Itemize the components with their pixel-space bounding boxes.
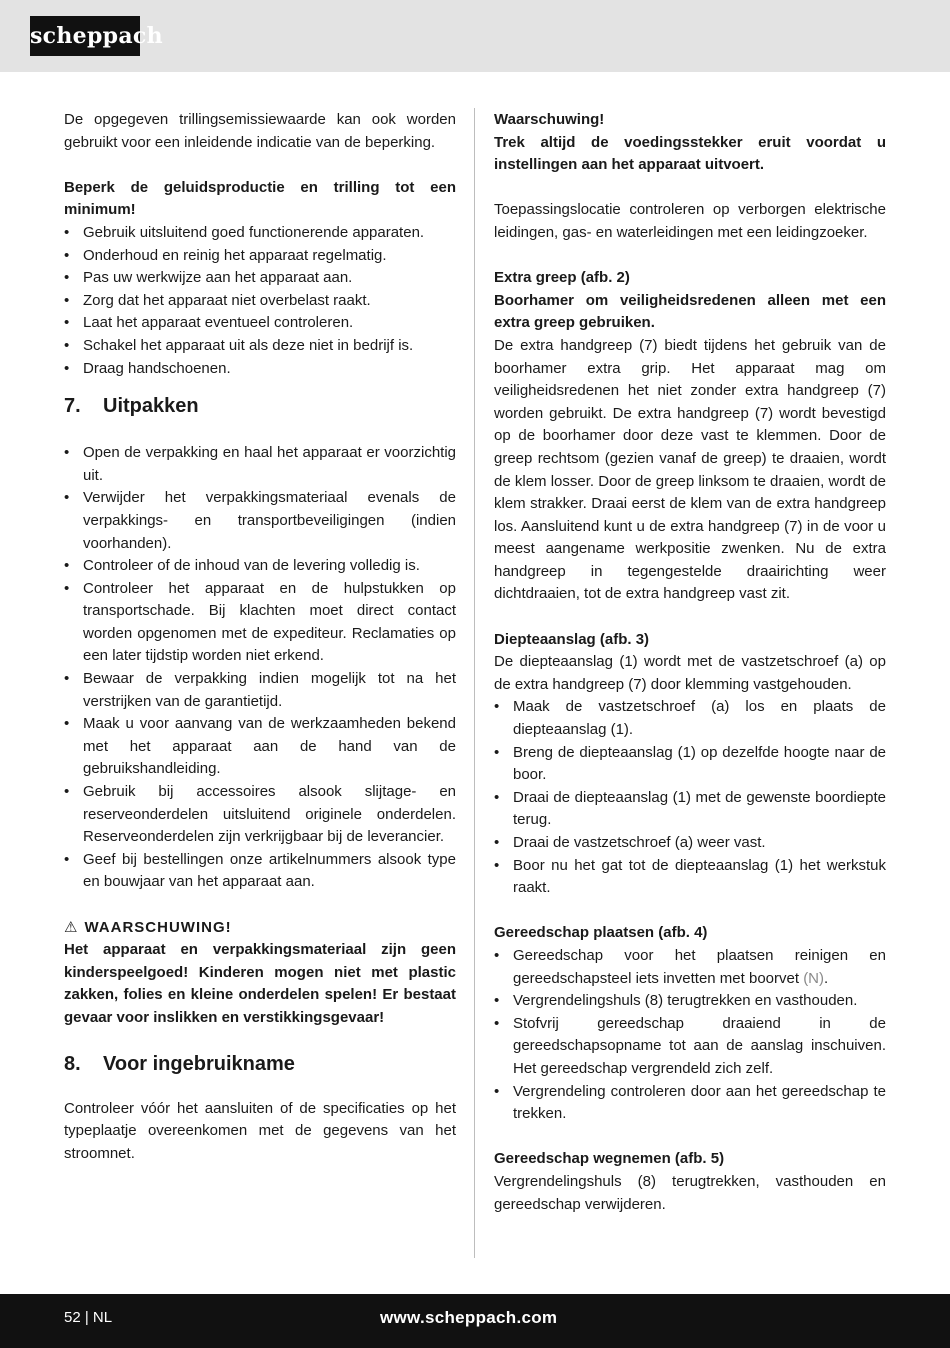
list-item: • Vergrendeling controleren door aan het gereedschap te trekken. (494, 1081, 886, 1126)
list-item: • Open de verpakking en haal het apparaat er voorzichtig uit. (64, 442, 456, 487)
list-item: • Breng de diepteaanslag (1) op dezelfde hoogte naar de boor. (494, 742, 886, 787)
warning-text: Het apparaat en verpakkingsmateriaal zijn geen kinderspeelgoed! Kinderen mogen niet met plastic zakken, folies en kleine onderdelen spelen! Er bestaat gevaar voor inslikken en verstikkingsgevaar! (64, 941, 456, 1026)
list-item: • Geef bij bestellingen onze artikelnummers alsook type en bouwjaar van het apparaat aan. (64, 849, 456, 894)
tool-remove-title: Gereedschap wegnemen (afb. 5) (494, 1150, 725, 1168)
list-item: • Onderhoud en reinig het apparaat regelmatig. (64, 245, 456, 268)
list-item: • Maak u voor aanvang van de werkzaamheden bekend met het apparaat aan de hand van de gebruikshandleiding. (64, 713, 456, 781)
extra-grip-text: De extra handgreep (7) biedt tijdens het gebruik van de boorhamer extra grip. Het apparaat mag om veiligheidsredenen het niet zonder extra handgreep (7) worden gebruikt. De extra handgreep (7) wordt bevestigd op de boorhamer door deze vast te klemmen. Door de greep rechtsom (gezien vanaf de greep) te draaien, wordt de klem losser. Door de greep linksom te draaien, wordt de klem strakker. Draai eerst de klem van de extra handgreep los. Aansluitend kunt u de extra handgreep (7) in de voor u meest aangename werkpositie zwenken. Nu de extra handgreep in tegengestelde draairichting weer dichtdraaien, tot de extra handgreep vast zit. (494, 336, 886, 603)
section-7-heading (64, 392, 456, 420)
section-title: Uitpakken (103, 395, 199, 418)
list-item: • Controleer of de inhoud van de levering volledig is. (64, 555, 456, 578)
section-8-heading (64, 1050, 456, 1078)
list-item: • Gebruik uitsluitend goed functionerende apparaten. (64, 222, 456, 245)
list-item: • Vergrendelingshuls (8) terugtrekken en vasthouden. (494, 990, 886, 1013)
unpack-list (64, 442, 456, 894)
depth-stop-title: Diepteaanslag (afb. 3) (494, 630, 650, 648)
reduce-list (64, 222, 456, 380)
list-item: • Gebruik bij accessoires alsook slijtage- en reserveonderdelen uitsluitend originele onderdelen. Reserveonderdelen zijn verkrijgbaar bij de leverancier. (64, 781, 456, 849)
extra-grip-subtitle: Boorhamer om veiligheidsredenen alleen met een extra greep gebruiken. (494, 291, 886, 332)
plug-warning-text: Trek altijd de voedingsstekker eruit voordat u instellingen aan het apparaat uitvoert. (494, 133, 886, 174)
list-item: • Controleer het apparaat en de hulpstukken op transportschade. Bij klachten moet direct contact worden opgenomen met de expediteur. Reclamaties op een later tijdstip worden niet erkend. (64, 578, 456, 668)
right-column (494, 109, 886, 1216)
list-item-text: Gereedschap voor het plaatsen reinigen en gereedschapsteel iets invetten met boorvet (513, 946, 886, 987)
list-item: • Draag handschoenen. (64, 358, 456, 381)
list-item: • Draai de vastzetschroef (a) weer vast. (494, 832, 886, 855)
section-title: Voor ingebruikname (103, 1052, 295, 1075)
list-item: • Verwijder het verpakkingsmateriaal evenals de verpakkings- en transportbeveiligingen (indien voorhanden). (64, 487, 456, 555)
depth-stop-list (494, 696, 886, 899)
extra-grip-title: Extra greep (afb. 2) (494, 269, 630, 287)
warning-title: WAARSCHUWING! (84, 918, 232, 936)
section-8-text: Controleer vóór het aansluiten of de specificaties op het typeplaatje overeenkomen met de gegevens van het stroomnet. (64, 1099, 456, 1162)
list-item: • Schakel het apparaat uit als deze niet in bedrijf is. (64, 335, 456, 358)
list-item: • Zorg dat het apparaat niet overbelast raakt. (64, 290, 456, 313)
tool-remove-text: Vergrendelingshuls (8) terugtrekken, vasthouden en gereedschap verwijderen. (494, 1172, 886, 1213)
list-item: • Boor nu het gat tot de diepteaanslag (1) het werkstuk raakt. (494, 855, 886, 900)
column-divider (474, 108, 475, 1258)
warning-label: Waarschuwing! (494, 111, 605, 128)
list-item: • Pas uw werkwijze aan het apparaat aan. (64, 267, 456, 290)
left-column (64, 109, 456, 1165)
list-item (494, 945, 886, 990)
grease-reference: (N) (803, 969, 825, 987)
depth-stop-text: De diepteaanslag (1) wordt met de vastzetschroef (a) op de extra handgreep (7) door klemming vastgehouden. (494, 653, 886, 693)
list-item: • Draai de diepteaanslag (1) met de gewenste boordiepte terug. (494, 787, 886, 832)
page-number: 52 | NL (64, 1309, 113, 1326)
brand-logo: scheppach (30, 16, 140, 56)
reduce-title: Beperk de geluidsproductie en trilling tot een minimum! (64, 178, 456, 219)
vibration-intro: De opgegeven trillingsemissiewaarde kan ook worden gebruikt voor een inleidende indicatie van de beperking. (64, 111, 456, 151)
list-item: • Stofvrij gereedschap draaiend in de gereedschapsopname tot aan de aanslag inschuiven. Het gereedschap vergrendeld zich zelf. (494, 1013, 886, 1081)
tool-place-title: Gereedschap plaatsen (afb. 4) (494, 924, 708, 942)
footer-bar (0, 1294, 950, 1348)
list-item: • Laat het apparaat eventueel controleren. (64, 312, 456, 335)
warning-heading (64, 917, 456, 940)
warning-triangle-icon: ⚠ (64, 918, 79, 936)
tool-place-list (494, 945, 886, 1126)
website-url: www.scheppach.com (380, 1308, 558, 1327)
list-item: • Maak de vastzetschroef (a) los en plaats de diepteaanslag (1). (494, 696, 886, 741)
section-number: 8. (64, 1052, 81, 1075)
list-item: • Bewaar de verpakking indien mogelijk tot na het verstrijken van de garantietijd. (64, 668, 456, 713)
header-band (0, 0, 950, 72)
list-item-end: . (824, 969, 829, 987)
section-number: 7. (64, 395, 81, 418)
location-text: Toepassingslocatie controleren op verborgen elektrische leidingen, gas- en waterleidingen met een leidingzoeker. (494, 201, 886, 241)
